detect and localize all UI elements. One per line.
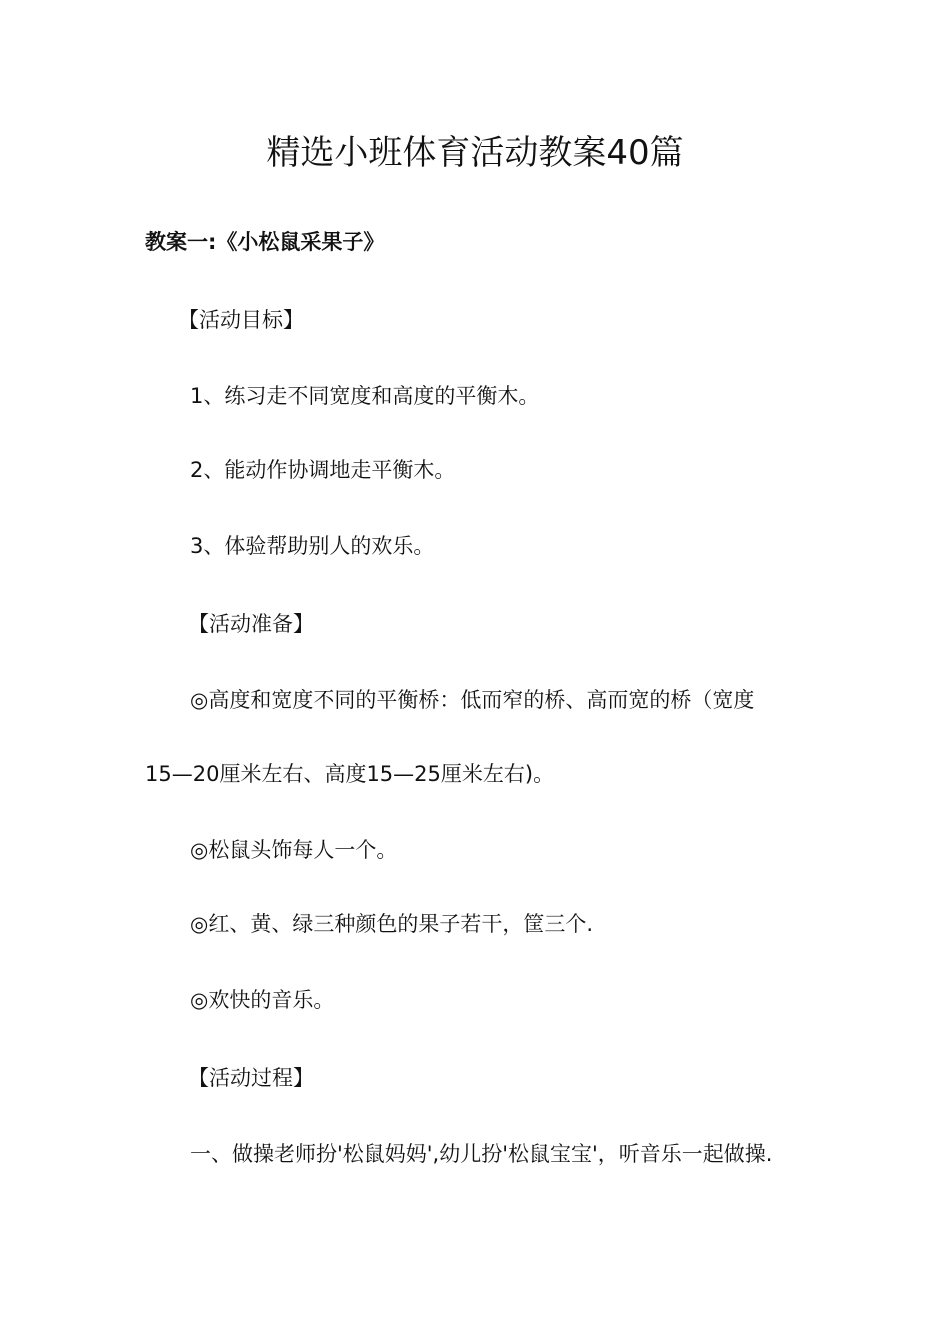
prep-item: ◎高度和宽度不同的平衡桥：低而窄的桥、高而宽的桥（宽度	[190, 688, 755, 712]
prep-heading: 【活动准备】	[188, 612, 314, 636]
prep-item: ◎红、黄、绿三种颜色的果子若干，筐三个.	[190, 912, 593, 936]
goals-heading: 【活动目标】	[178, 308, 304, 332]
process-item: 一、做操老师扮'松鼠妈妈',幼儿扮'松鼠宝宝'，听音乐一起做操.	[190, 1142, 773, 1166]
lesson-heading: 教案一:《小松鼠采果子》	[145, 230, 385, 254]
prep-item: ◎欢快的音乐。	[190, 988, 335, 1012]
goal-item: 1、练习走不同宽度和高度的平衡木。	[190, 384, 540, 408]
goal-item: 3、体验帮助别人的欢乐。	[190, 534, 435, 558]
document-title: 精选小班体育活动教案40篇	[266, 133, 684, 173]
prep-item-continuation: 15—20厘米左右、高度15—25厘米左右)。	[145, 762, 555, 786]
process-heading: 【活动过程】	[188, 1066, 314, 1090]
goal-item: 2、能动作协调地走平衡木。	[190, 458, 456, 482]
prep-item: ◎松鼠头饰每人一个。	[190, 838, 398, 862]
